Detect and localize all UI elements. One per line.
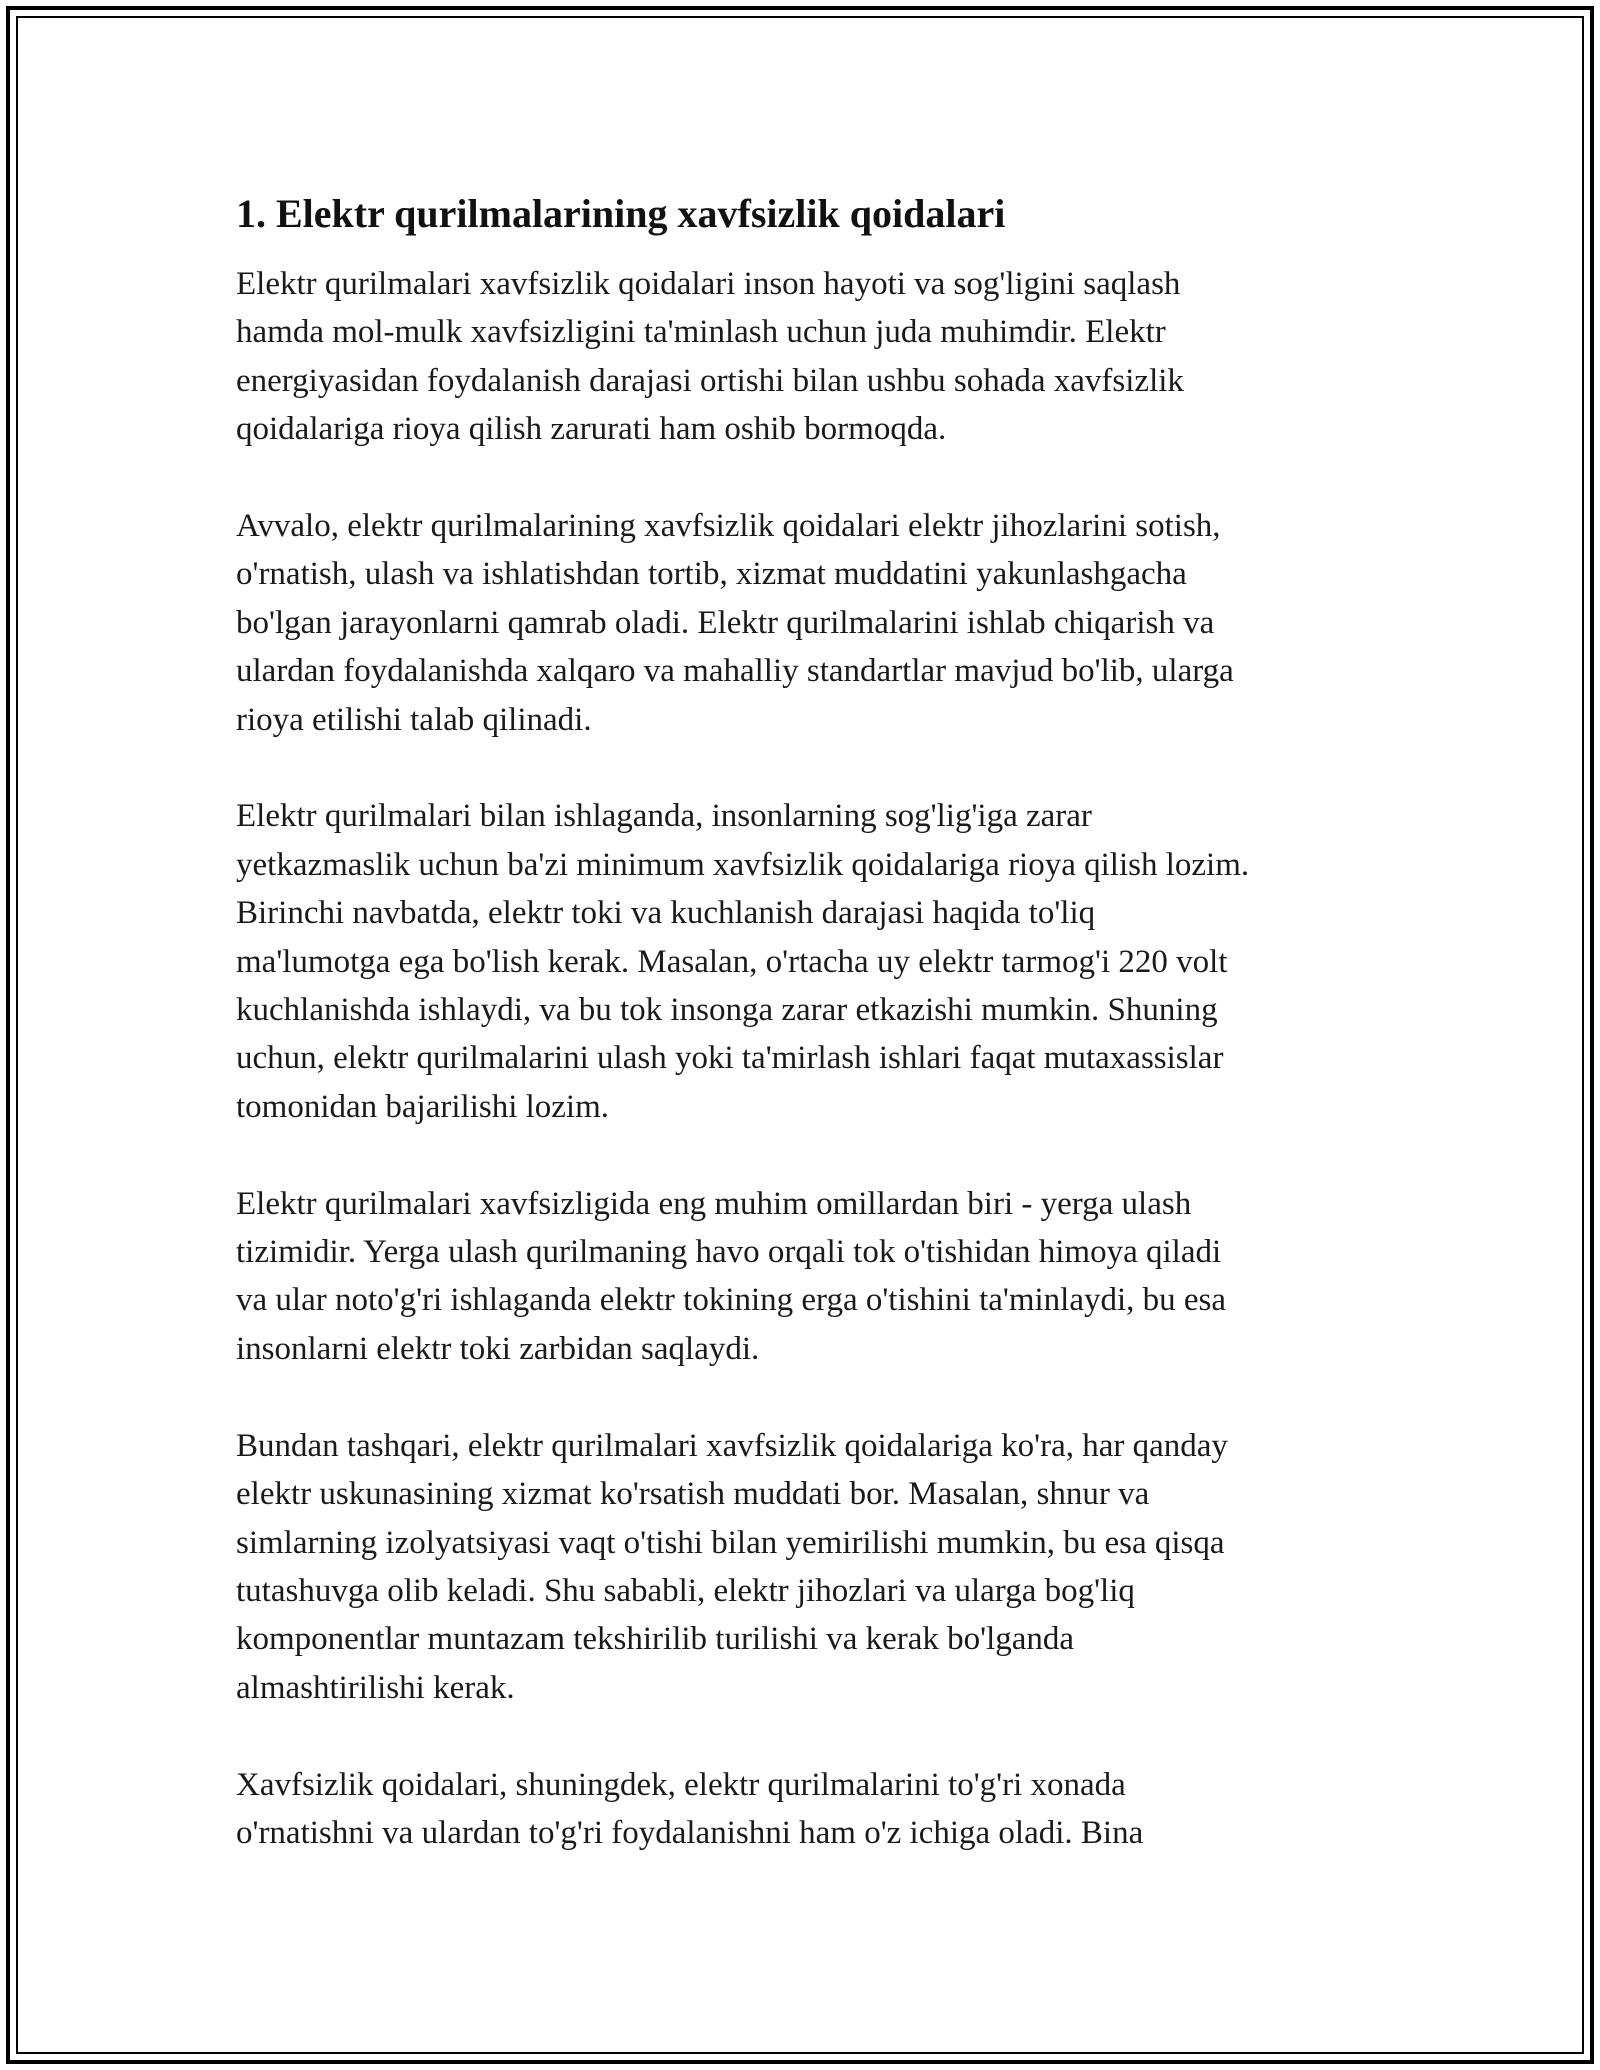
paragraph-line: o'rnatish, ulash va ishlatishdan tortib, xizmat muddatini yakunlashgacha <box>236 556 1187 593</box>
paragraph-line: rioya etilishi talab qilinadi. <box>236 701 592 738</box>
paragraph-line: kuchlanishda ishlaydi, va bu tok insonga zarar etkazishi mumkin. Shuning <box>236 992 1218 1029</box>
paragraph-line: Bundan tashqari, elektr qurilmalari xavfsizlik qoidalariga ko'ra, har qanday <box>236 1427 1228 1464</box>
paragraph-line: tutashuvga olib keladi. Shu sababli, elektr jihozlari va ularga bog'liq <box>236 1572 1135 1609</box>
paragraph-line: va ular noto'g'ri ishlaganda elektr tokining erga o'tishini ta'minlaydi, bu esa <box>236 1282 1227 1319</box>
paragraph-line: komponentlar muntazam tekshirilib turilishi va kerak bo'lganda <box>236 1621 1075 1658</box>
paragraph-line: elektr uskunasining xizmat ko'rsatish muddati bor. Masalan, shnur va <box>236 1476 1150 1513</box>
paragraph-line: simlarning izolyatsiyasi vaqt o'tishi bilan yemirilishi mumkin, bu esa qisqa <box>236 1524 1225 1561</box>
paragraph-line: energiyasidan foydalanish darajasi ortishi bilan ushbu sohada xavfsizlik <box>236 362 1184 399</box>
paragraph-line: almashtirilishi kerak. <box>236 1669 515 1706</box>
paragraph-line: o'rnatishni va ulardan to'g'ri foydalanishni ham o'z ichiga oladi. Bina <box>236 1814 1144 1851</box>
paragraph <box>236 502 1376 744</box>
paragraph-list <box>236 260 1376 1857</box>
paragraph-line: Birinchi navbatda, elektr toki va kuchlanish darajasi haqida to'liq <box>236 895 1096 932</box>
paragraph-line: tomonidan bajarilishi lozim. <box>236 1088 610 1125</box>
document-body <box>236 188 1376 1906</box>
paragraph-line: uchun, elektr qurilmalarini ulash yoki ta'mirlash ishlari faqat mutaxassislar <box>236 1040 1224 1077</box>
paragraph-line: ma'lumotga ega bo'lish kerak. Masalan, o'rtacha uy elektr tarmog'i 220 volt <box>236 943 1228 980</box>
paragraph-line: Xavfsizlik qoidalari, shuningdek, elektr qurilmalarini to'g'ri xonada <box>236 1766 1126 1803</box>
paragraph <box>236 792 1376 1131</box>
paragraph-line: tizimidir. Yerga ulash qurilmaning havo orqali tok o'tishidan himoya qiladi <box>236 1234 1222 1271</box>
paragraph <box>236 1422 1376 1712</box>
paragraph <box>236 1761 1376 1858</box>
paragraph-line: bo'lgan jarayonlarni qamrab oladi. Elektr qurilmalarini ishlab chiqarish va <box>236 604 1215 641</box>
paragraph-line: ulardan foydalanishda xalqaro va mahalliy standartlar mavjud bo'lib, ularga <box>236 653 1234 690</box>
paragraph-line: Elektr qurilmalari xavfsizligida eng muhim omillardan biri - yerga ulash <box>236 1185 1192 1222</box>
paragraph-line: qoidalariga rioya qilish zarurati ham oshib bormoqda. <box>236 411 947 448</box>
paragraph-line: Avvalo, elektr qurilmalarining xavfsizlik qoidalari elektr jihozlarini sotish, <box>236 508 1221 545</box>
page-title: 1. Elektr qurilmalarining xavfsizlik qoidalari <box>236 191 1006 236</box>
paragraph-line: yetkazmaslik uchun ba'zi minimum xavfsizlik qoidalariga rioya qilish lozim. <box>236 846 1250 883</box>
paragraph-line: Elektr qurilmalari bilan ishlaganda, insonlarning sog'lig'iga zarar <box>236 798 1092 835</box>
paragraph-line: insonlarni elektr toki zarbidan saqlaydi. <box>236 1330 760 1367</box>
paragraph-line: Elektr qurilmalari xavfsizlik qoidalari inson hayoti va sog'ligini saqlash <box>236 266 1181 302</box>
paragraph-line: hamda mol-mulk xavfsizligini ta'minlash uchun juda muhimdir. Elektr <box>236 314 1166 351</box>
paragraph <box>236 260 1376 454</box>
paragraph <box>236 1180 1376 1374</box>
